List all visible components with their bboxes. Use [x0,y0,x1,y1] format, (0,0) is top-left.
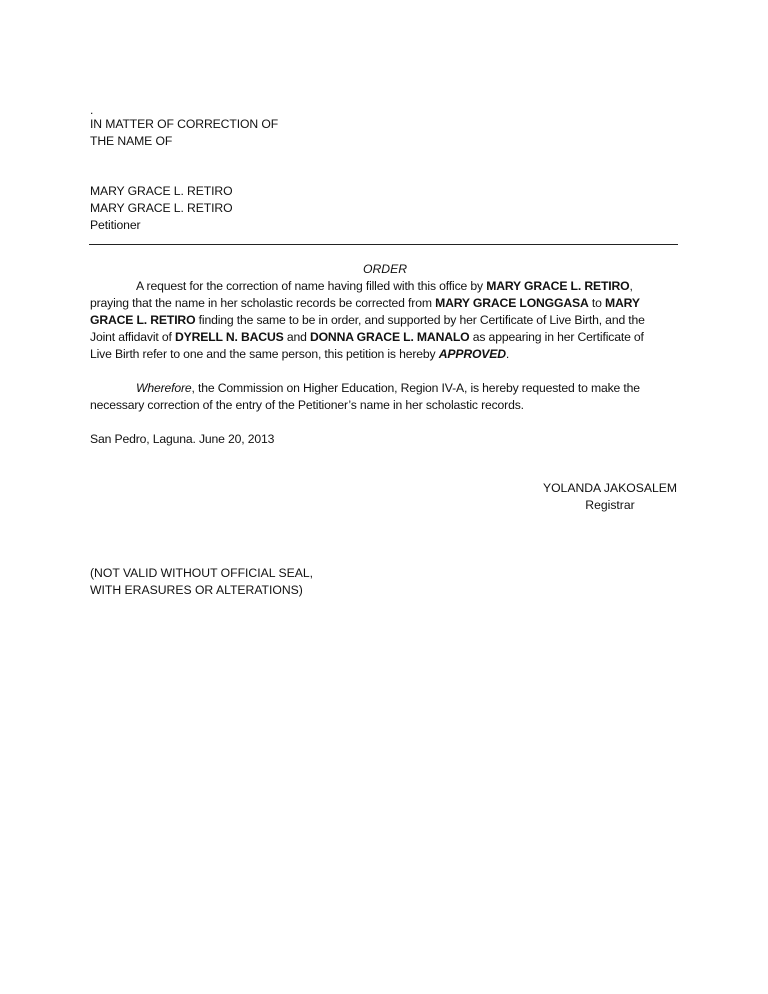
name-corrected-part-1: MARY [604,296,640,310]
text-run: as appearing in her Certificate of [469,330,644,344]
order-paragraph-2 [90,380,680,414]
text-run: Joint affidavit of [90,330,175,344]
paragraph-1-line-5 [90,346,680,363]
caption-line-2: THE NAME OF [90,134,173,148]
paragraph-gap [90,414,680,431]
notice-line-2: WITH ERASURES OR ALTERATIONS) [90,583,303,597]
name-corrected-part-2: GRACE L. RETIRO [90,313,196,327]
paragraph-1-line-2 [90,295,680,312]
text-run: . [505,347,510,361]
petitioner-name-2: MARY GRACE L. RETIRO [90,201,233,215]
horizontal-rule [89,244,678,245]
place-and-date: San Pedro, Laguna. June 20, 2013 [90,432,275,446]
case-caption [90,116,680,150]
text-run: , [629,279,633,293]
text-run: and [283,330,310,344]
leading-dot: . [90,103,94,117]
text-run: finding the same to be in order, and supported by her Certificate of Live Birth, and the [195,313,645,327]
notice-line-1: (NOT VALID WITHOUT OFFICIAL SEAL, [90,566,314,580]
petitioner-name-1: MARY GRACE L. RETIRO [90,184,233,198]
spacer [90,150,680,183]
paragraph-2-line-1 [90,380,680,397]
order-title: ORDER [362,262,407,276]
validity-notice [90,565,313,599]
document-body [90,104,680,448]
paragraph-1-line-1 [90,278,680,295]
text-run: praying that the name in her scholastic records be corrected from [90,296,436,310]
text-run: , the Commission on Higher Education, Region IV-A, is hereby requested to make the [191,381,640,395]
approved-word: APPROVED [438,347,506,361]
signatory-title: Registrar [585,498,635,512]
signatory-name: YOLANDA JAKOSALEM [542,481,678,495]
paragraph-gap [90,363,680,380]
wherefore-word: Wherefore [136,381,192,395]
signature-block [540,480,680,514]
petitioner-block [90,183,680,234]
text-run: Live Birth refer to one and the same person, this petition is hereby [90,347,439,361]
paragraph-2-line-2: necessary correction of the entry of the Petitioner’s name in her scholastic records. [90,398,524,412]
caption-line-1: IN MATTER OF CORRECTION OF [90,117,279,131]
name-petitioner: MARY GRACE L. RETIRO [486,279,630,293]
name-original: MARY GRACE LONGGASA [435,296,589,310]
affiant-1: DYRELL N. BACUS [175,330,284,344]
affiant-2: DONNA GRACE L. MANALO [309,330,470,344]
petitioner-label: Petitioner [90,218,141,232]
order-paragraph-1 [90,278,680,363]
paragraph-1-line-4 [90,329,680,346]
text-run: to [588,296,605,310]
text-run: A request for the correction of name having filled with this office by [136,279,487,293]
paragraph-1-line-3 [90,312,680,329]
